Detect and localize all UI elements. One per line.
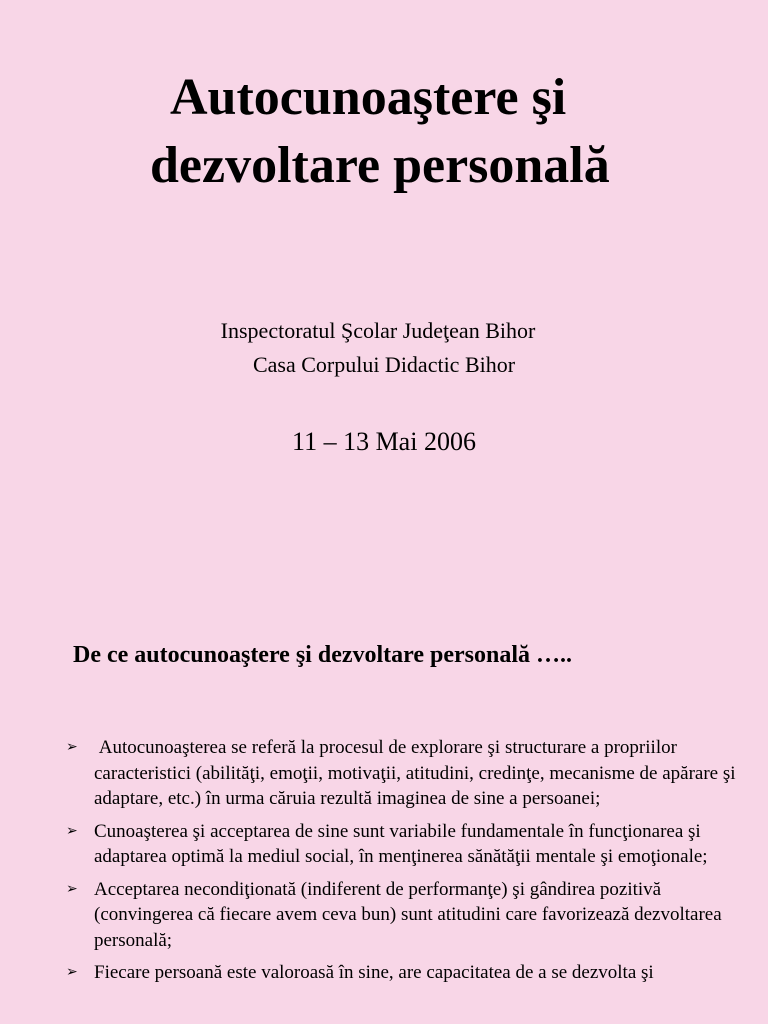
page-title [0, 64, 768, 200]
arrow-right-icon: ➢ [66, 822, 78, 839]
list-item-text: Fiecare persoană este valoroasă în sine, are capacitatea de a se dezvolta şi [94, 962, 654, 983]
list-item [66, 960, 738, 986]
event-date: 11 – 13 Mai 2006 [292, 427, 476, 456]
list-item-text: Autocunoaşterea se referă la procesul de explorare şi structurare a propriilor caracteristici (abilităţi, emoţii, motivaţii, atitudini, credinţe, mecanisme de apărare şi adaptare, etc.) în urma căruia rezultă imaginea de sine a persoanei; [94, 737, 741, 809]
bullet-list [66, 735, 741, 993]
arrow-right-icon: ➢ [66, 964, 78, 980]
title-line-1: Autocunoaştere şi [170, 69, 567, 126]
section-heading: De ce autocunoaştere şi dezvoltare personală ….. [73, 642, 573, 668]
organization-name: Casa Corpului Didactic Bihor [252, 352, 516, 377]
list-item-text: Acceptarea necondiţionată (indiferent de performanţe) şi gândirea pozitivă (convingerea că fiecare avem ceva bun) sunt atitudini care favorizează dezvoltarea personală; [94, 878, 722, 951]
arrow-right-icon: ➢ [66, 739, 78, 755]
title-line-2: dezvoltare personală [150, 137, 610, 194]
list-item [66, 735, 741, 812]
list-item [66, 877, 738, 954]
list-item [66, 819, 738, 870]
organization-name: Inspectoratul Şcolar Judeţean Bihor [220, 318, 536, 343]
list-item-text: Cunoaşterea şi acceptarea de sine sunt variabile fundamentale în funcţionarea şi adaptarea optimă la mediul social, în menţinerea sănătăţii mentale şi emoţionale; [94, 820, 708, 867]
arrow-right-icon: ➢ [66, 880, 78, 897]
